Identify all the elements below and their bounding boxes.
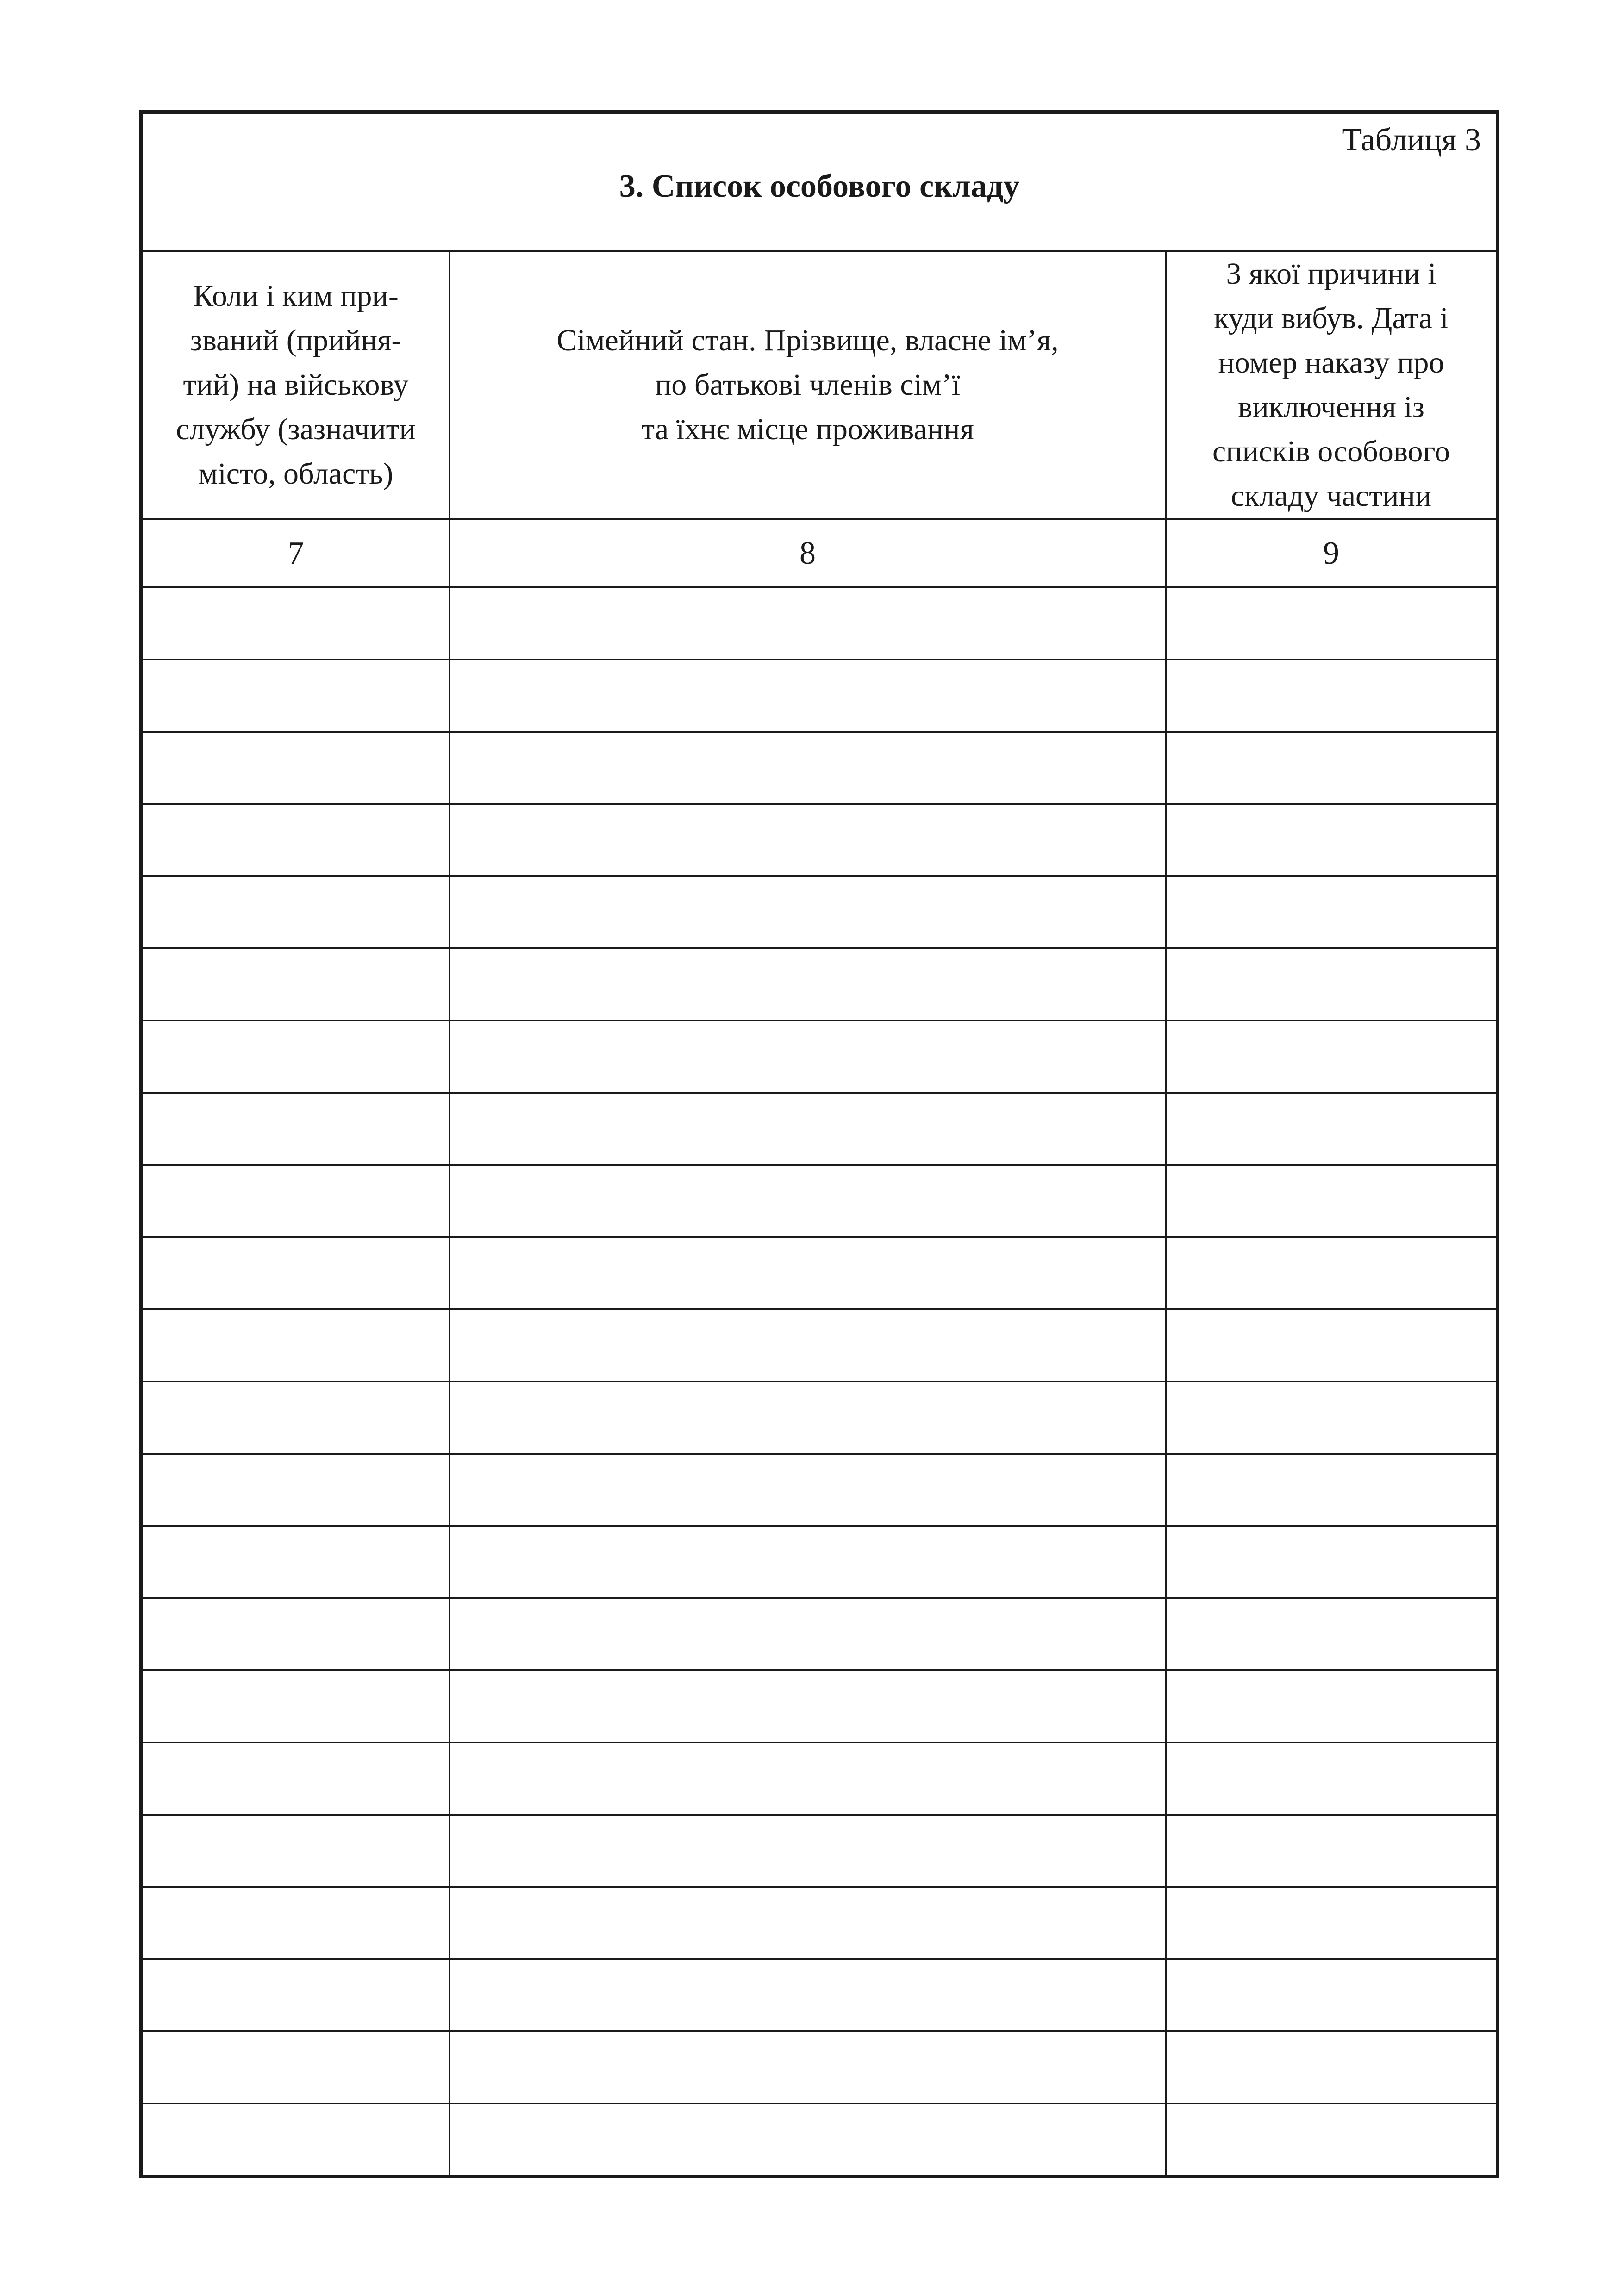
table-body bbox=[141, 112, 1498, 2177]
column-number-7: 7 bbox=[141, 519, 450, 587]
empty-cell-col-9[interactable] bbox=[1166, 1381, 1498, 1454]
personnel-list-table bbox=[139, 110, 1499, 2178]
empty-cell-col-7[interactable] bbox=[141, 1598, 450, 1670]
empty-cell-col-8[interactable] bbox=[450, 1526, 1166, 1598]
table-number-label: Таблиця 3 bbox=[1342, 122, 1481, 158]
table-row bbox=[141, 1526, 1498, 1598]
header-line: З якої причини і bbox=[1226, 257, 1437, 291]
empty-cell-col-7[interactable] bbox=[141, 1887, 450, 1959]
empty-cell-col-8[interactable] bbox=[450, 1959, 1166, 2031]
empty-cell-col-9[interactable] bbox=[1166, 804, 1498, 876]
empty-cell-col-7[interactable] bbox=[141, 804, 450, 876]
empty-cell-col-7[interactable] bbox=[141, 2031, 450, 2103]
empty-cell-col-8[interactable] bbox=[450, 1020, 1166, 1093]
table-row bbox=[141, 1598, 1498, 1670]
table-row bbox=[141, 1020, 1498, 1093]
empty-cell-col-7[interactable] bbox=[141, 876, 450, 948]
empty-cell-col-8[interactable] bbox=[450, 948, 1166, 1020]
empty-cell-col-8[interactable] bbox=[450, 1670, 1166, 1742]
table-row bbox=[141, 1237, 1498, 1309]
table-row bbox=[141, 2031, 1498, 2103]
empty-cell-col-7[interactable] bbox=[141, 1020, 450, 1093]
table-row bbox=[141, 1959, 1498, 2031]
table-row bbox=[141, 1165, 1498, 1237]
header-line: місто, область) bbox=[198, 457, 394, 491]
empty-cell-col-8[interactable] bbox=[450, 660, 1166, 732]
title-cell bbox=[141, 112, 1498, 251]
empty-cell-col-7[interactable] bbox=[141, 1815, 450, 1887]
header-line: званий (прийня- bbox=[190, 324, 402, 357]
header-text-family bbox=[450, 318, 1165, 452]
empty-cell-col-8[interactable] bbox=[450, 1093, 1166, 1165]
empty-cell-col-9[interactable] bbox=[1166, 1887, 1498, 1959]
table-row bbox=[141, 660, 1498, 732]
empty-cell-col-7[interactable] bbox=[141, 732, 450, 804]
empty-cell-col-8[interactable] bbox=[450, 2103, 1166, 2177]
empty-cell-col-7[interactable] bbox=[141, 2103, 450, 2177]
empty-cell-col-8[interactable] bbox=[450, 1598, 1166, 1670]
empty-cell-col-8[interactable] bbox=[450, 1381, 1166, 1454]
table-row bbox=[141, 2103, 1498, 2177]
empty-cell-col-8[interactable] bbox=[450, 1887, 1166, 1959]
empty-cell-col-8[interactable] bbox=[450, 1165, 1166, 1237]
header-cell-enlistment bbox=[141, 251, 450, 519]
empty-cell-col-9[interactable] bbox=[1166, 1454, 1498, 1526]
empty-cell-col-8[interactable] bbox=[450, 2031, 1166, 2103]
empty-cell-col-9[interactable] bbox=[1166, 1020, 1498, 1093]
table-row bbox=[141, 1309, 1498, 1381]
column-number-8: 8 bbox=[450, 519, 1166, 587]
empty-cell-col-9[interactable] bbox=[1166, 1309, 1498, 1381]
empty-cell-col-9[interactable] bbox=[1166, 1670, 1498, 1742]
table-row bbox=[141, 876, 1498, 948]
table-row bbox=[141, 1670, 1498, 1742]
empty-cell-col-9[interactable] bbox=[1166, 1598, 1498, 1670]
header-line: службу (зазначити bbox=[176, 412, 416, 446]
table-row bbox=[141, 1742, 1498, 1815]
empty-cell-col-7[interactable] bbox=[141, 1526, 450, 1598]
empty-cell-col-9[interactable] bbox=[1166, 587, 1498, 660]
header-line: Коли і ким при- bbox=[193, 279, 399, 313]
header-text-enlistment bbox=[143, 274, 449, 496]
table-row bbox=[141, 732, 1498, 804]
empty-cell-col-7[interactable] bbox=[141, 948, 450, 1020]
header-line: тий) на військову bbox=[183, 368, 409, 402]
header-line: по батькові членів сім’ї bbox=[655, 368, 961, 402]
header-line: складу частини bbox=[1230, 479, 1432, 513]
empty-cell-col-7[interactable] bbox=[141, 587, 450, 660]
table-row bbox=[141, 1093, 1498, 1165]
empty-cell-col-9[interactable] bbox=[1166, 948, 1498, 1020]
table-title: 3. Список особового складу bbox=[619, 168, 1020, 204]
table-row bbox=[141, 1381, 1498, 1454]
empty-cell-col-7[interactable] bbox=[141, 1454, 450, 1526]
header-line: куди вибув. Дата і bbox=[1214, 301, 1449, 335]
empty-cell-col-8[interactable] bbox=[450, 804, 1166, 876]
header-line: Сімейний стан. Прізвище, власне ім’я, bbox=[556, 324, 1059, 357]
empty-cell-col-8[interactable] bbox=[450, 1815, 1166, 1887]
empty-cell-col-9[interactable] bbox=[1166, 1237, 1498, 1309]
column-header-row bbox=[141, 251, 1498, 519]
header-text-departure bbox=[1167, 252, 1496, 518]
empty-cell-col-9[interactable] bbox=[1166, 2103, 1498, 2177]
empty-cell-col-9[interactable] bbox=[1166, 1093, 1498, 1165]
empty-cell-col-7[interactable] bbox=[141, 1237, 450, 1309]
empty-cell-col-7[interactable] bbox=[141, 1309, 450, 1381]
empty-cell-col-9[interactable] bbox=[1166, 2031, 1498, 2103]
empty-cell-col-9[interactable] bbox=[1166, 660, 1498, 732]
empty-cell-col-8[interactable] bbox=[450, 587, 1166, 660]
empty-cell-col-9[interactable] bbox=[1166, 876, 1498, 948]
empty-cell-col-9[interactable] bbox=[1166, 1526, 1498, 1598]
header-line: виключення із bbox=[1238, 390, 1424, 424]
empty-cell-col-7[interactable] bbox=[141, 1959, 450, 2031]
column-number-row bbox=[141, 519, 1498, 587]
empty-cell-col-9[interactable] bbox=[1166, 1165, 1498, 1237]
empty-cell-col-7[interactable] bbox=[141, 1093, 450, 1165]
table-row bbox=[141, 804, 1498, 876]
empty-cell-col-8[interactable] bbox=[450, 732, 1166, 804]
empty-cell-col-9[interactable] bbox=[1166, 1959, 1498, 2031]
empty-cell-col-7[interactable] bbox=[141, 1670, 450, 1742]
table-row bbox=[141, 1887, 1498, 1959]
table-row bbox=[141, 587, 1498, 660]
table-row bbox=[141, 1454, 1498, 1526]
header-cell-departure bbox=[1166, 251, 1498, 519]
header-cell-family bbox=[450, 251, 1166, 519]
empty-cell-col-8[interactable] bbox=[450, 1454, 1166, 1526]
table-row bbox=[141, 948, 1498, 1020]
empty-cell-col-8[interactable] bbox=[450, 1309, 1166, 1381]
empty-cell-col-9[interactable] bbox=[1166, 1815, 1498, 1887]
empty-cell-col-9[interactable] bbox=[1166, 732, 1498, 804]
empty-cell-col-8[interactable] bbox=[450, 876, 1166, 948]
empty-cell-col-8[interactable] bbox=[450, 1742, 1166, 1815]
table-row bbox=[141, 1815, 1498, 1887]
header-line: списків особового bbox=[1212, 435, 1450, 468]
header-line: та їхнє місце проживання bbox=[641, 412, 974, 446]
empty-cell-col-7[interactable] bbox=[141, 1742, 450, 1815]
title-row bbox=[141, 112, 1498, 251]
empty-cell-col-7[interactable] bbox=[141, 660, 450, 732]
empty-cell-col-7[interactable] bbox=[141, 1165, 450, 1237]
header-line: номер наказу про bbox=[1218, 346, 1444, 380]
empty-cell-col-9[interactable] bbox=[1166, 1742, 1498, 1815]
empty-cell-col-8[interactable] bbox=[450, 1237, 1166, 1309]
empty-cell-col-7[interactable] bbox=[141, 1381, 450, 1454]
column-number-9: 9 bbox=[1166, 519, 1498, 587]
